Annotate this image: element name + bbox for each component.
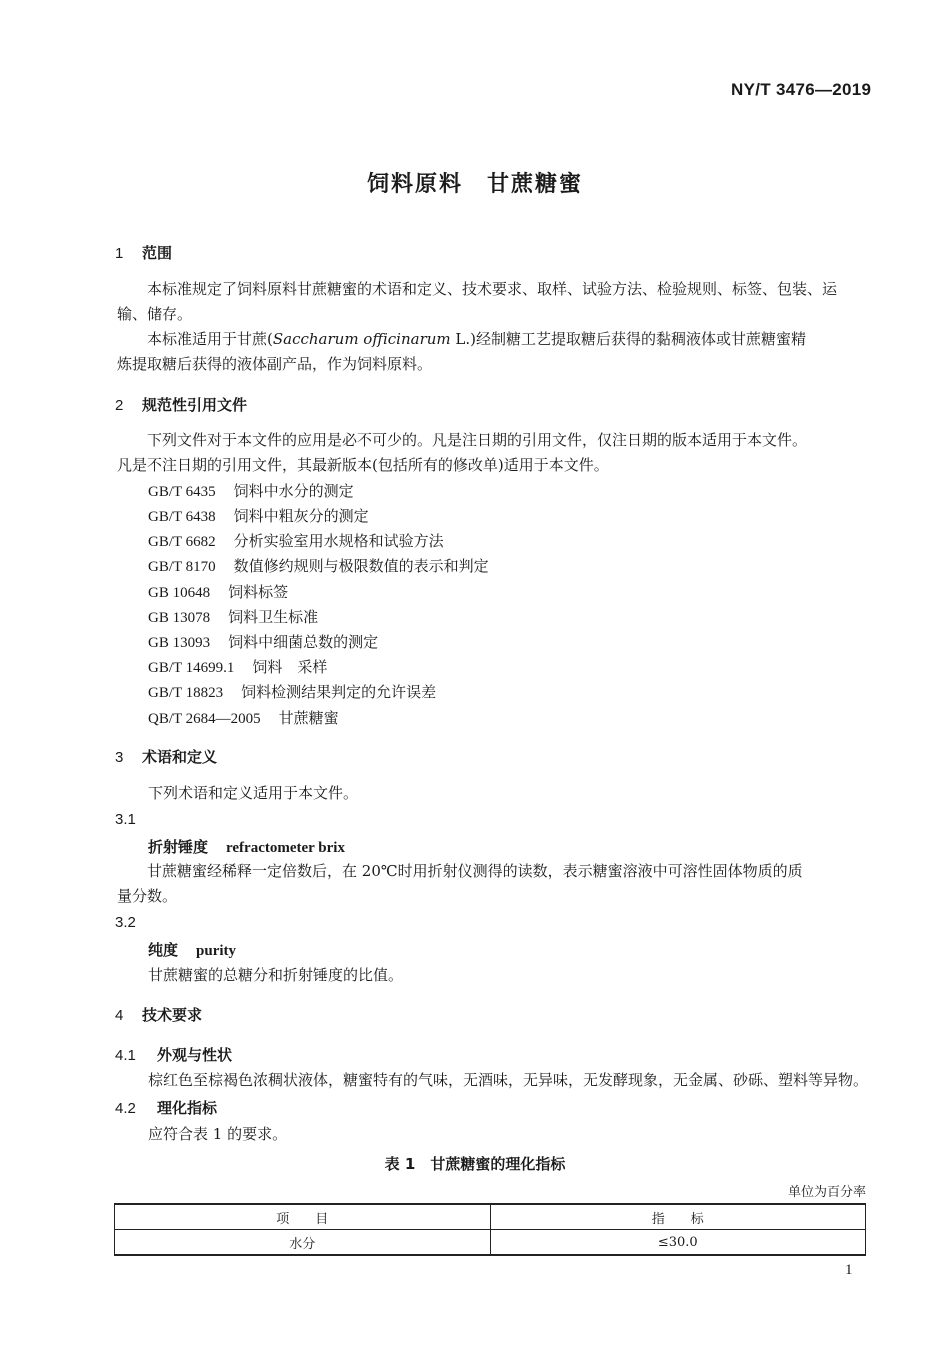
appearance-text: 棕红色至棕褐色浓稠状液体，糖蜜特有的气味，无酒味，无异味，无发酵现象，无金属、砂砾、塑料等异物。: [148, 1071, 869, 1089]
term-number: 3.1: [115, 811, 136, 828]
reference-title: 饲料检测结果判定的允许误差: [241, 683, 437, 701]
text-fragment: )经制糖工艺提取糖后获得的黏稠液体或甘蔗糖蜜精: [470, 330, 806, 348]
subsection-number: 4.2: [115, 1100, 136, 1117]
text-line: 量分数。: [117, 887, 178, 905]
requirement-text: 应符合表 1 的要求。: [148, 1125, 288, 1143]
term-definition: 甘蔗糖蜜的总糖分和折射锤度的比值。: [148, 966, 404, 984]
section-title: 范围: [142, 244, 173, 262]
term-en: purity: [196, 943, 237, 959]
reference-title: 分析实验室用水规格和试验方法: [233, 532, 444, 550]
text-line: 甘蔗糖蜜经稀释一定倍数后，在 20℃时用折射仪测得的读数，表示糖蜜溶液中可溶性固体物质的质: [147, 862, 803, 880]
reference-title: 数值修约规则与极限数值的表示和判定: [233, 557, 489, 575]
standard-number: NY/T 3476—2019: [731, 80, 872, 99]
reference-item: [148, 631, 378, 652]
reference-code: GB 13078: [148, 610, 211, 626]
subsection-title: 外观与性状: [157, 1046, 233, 1064]
terms-intro: 下列术语和定义适用于本文件。: [148, 784, 359, 802]
text-line: 下列文件对于本文件的应用是必不可少的。凡是注日期的引用文件，仅注日期的版本适用于本文件。: [147, 431, 808, 449]
reference-item: [148, 530, 444, 551]
reference-item: [148, 606, 318, 627]
term-zh: 折射锤度: [148, 838, 209, 856]
section-title: 规范性引用文件: [142, 396, 248, 414]
table-header-cell: 指 标: [490, 1204, 866, 1230]
scope-paragraph-1: [117, 277, 867, 327]
scope-paragraph-2: [117, 327, 867, 377]
reference-item: [148, 581, 288, 602]
references-intro: [117, 428, 867, 478]
reference-title: 饲料中水分的测定: [233, 482, 354, 500]
document-title: 饲料原料 甘蔗糖蜜: [366, 172, 583, 197]
table-cell: 水分: [115, 1230, 491, 1256]
reference-code: GB/T 8170: [148, 559, 216, 575]
reference-item: [148, 656, 327, 677]
table-unit: 单位为百分率: [787, 1185, 866, 1200]
table-row: [115, 1230, 866, 1256]
reference-item: [148, 707, 339, 728]
term-zh: 纯度: [148, 941, 179, 959]
table-header-row: [115, 1204, 866, 1230]
physicochemical-table: [114, 1203, 866, 1256]
reference-title: 饲料 采样: [252, 658, 328, 676]
table-cell: ≤30.0: [490, 1230, 866, 1256]
reference-code: GB/T 6438: [148, 509, 216, 525]
subsection-number: 4.1: [115, 1047, 136, 1064]
section-2-heading: [115, 394, 247, 415]
text-line: 输、储存。: [117, 305, 193, 323]
text-fragment: 本标准适用于甘蔗(: [147, 330, 273, 348]
section-number: 2: [115, 397, 124, 414]
text-line: 凡是不注日期的引用文件，其最新版本(包括所有的修改单)适用于本文件。: [117, 456, 609, 474]
text-line: 炼提取糖后获得的液体副产品，作为饲料原料。: [117, 355, 433, 373]
term-heading: [148, 939, 236, 960]
text-line: 本标准规定了饲料原料甘蔗糖蜜的术语和定义、技术要求、取样、试验方法、检验规则、标签、包装、运: [147, 280, 838, 298]
reference-code: GB 13093: [148, 635, 211, 651]
reference-title: 饲料中粗灰分的测定: [233, 507, 369, 525]
reference-title: 饲料卫生标准: [228, 608, 319, 626]
text-line: [117, 327, 867, 352]
term-en: refractometer brix: [226, 840, 345, 856]
reference-code: GB/T 6682: [148, 534, 216, 550]
section-title: 技术要求: [142, 1006, 203, 1024]
subsection-4-1-heading: [115, 1044, 232, 1065]
term-definition: [117, 859, 867, 909]
page-number: 1: [845, 1262, 853, 1278]
reference-item: [148, 505, 369, 526]
term-number: 3.2: [115, 914, 136, 931]
reference-code: GB/T 6435: [148, 484, 216, 500]
section-4-heading: [115, 1004, 202, 1025]
table-caption: 表 1 甘蔗糖蜜的理化指标: [384, 1155, 566, 1173]
section-3-heading: [115, 746, 217, 767]
subsection-title: 理化指标: [157, 1099, 218, 1117]
section-number: 1: [115, 245, 124, 262]
reference-code: QB/T 2684—2005: [148, 711, 261, 727]
subsection-4-2-heading: [115, 1097, 217, 1118]
reference-code: GB/T 18823: [148, 685, 224, 701]
reference-title: 饲料中细菌总数的测定: [228, 633, 379, 651]
table-header-cell: 项 目: [115, 1204, 491, 1230]
latin-name: Saccharum officinarum: [272, 330, 451, 348]
section-1-heading: [115, 242, 172, 263]
reference-code: GB/T 14699.1: [148, 660, 235, 676]
reference-title: 甘蔗糖蜜: [278, 709, 339, 727]
section-number: 4: [115, 1007, 124, 1024]
reference-code: GB 10648: [148, 585, 211, 601]
term-heading: [148, 836, 345, 857]
text-fragment: L.: [450, 330, 471, 348]
section-number: 3: [115, 749, 124, 766]
reference-title: 饲料标签: [228, 583, 289, 601]
reference-item: [148, 480, 354, 501]
section-title: 术语和定义: [142, 748, 218, 766]
reference-item: [148, 681, 436, 702]
reference-item: [148, 555, 489, 576]
